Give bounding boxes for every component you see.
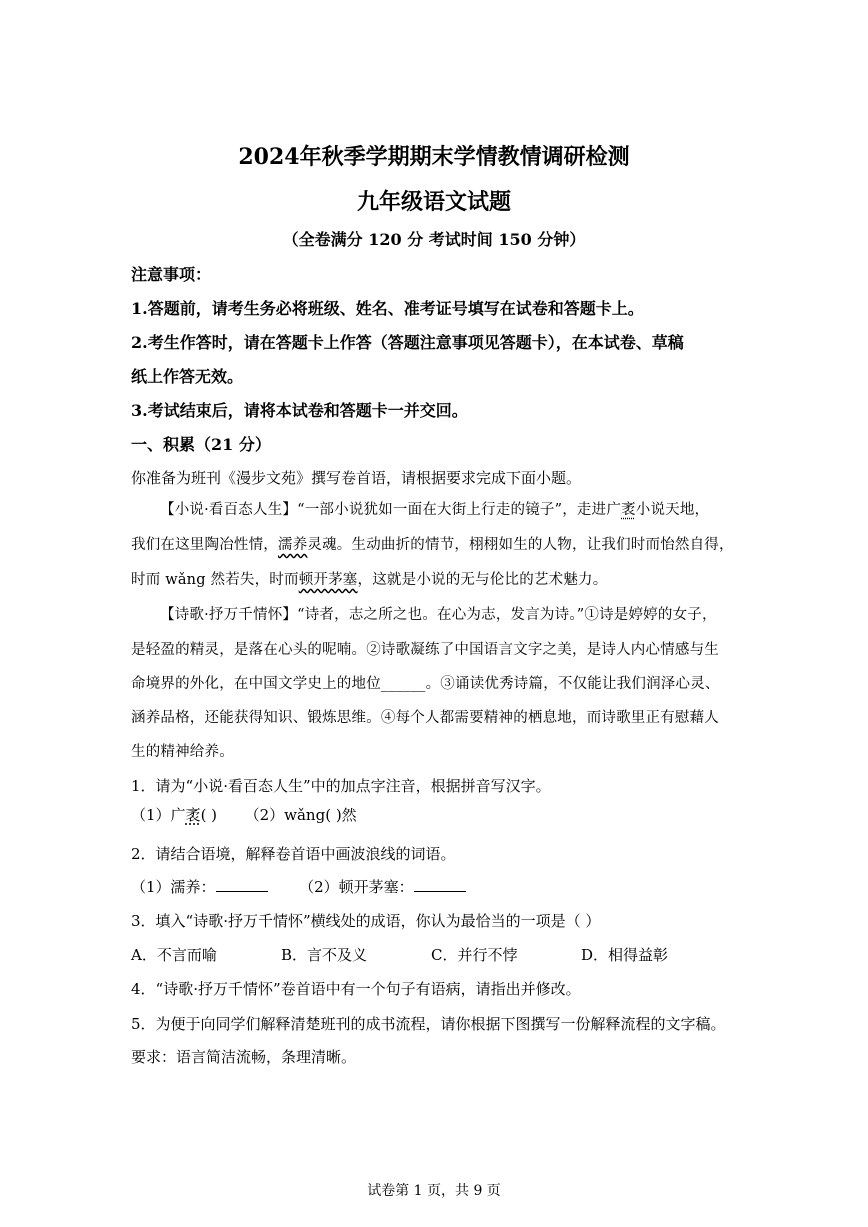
- q2-a-label: （1）濡养：: [131, 878, 216, 896]
- question-4: 4．“诗歌·抒万千情怀”卷首语中有一个句子有语病，请指出并修改。: [131, 980, 581, 998]
- question-1-answers: [131, 804, 357, 825]
- question-3: 3．填入“诗歌·抒万千情怀”横线处的成语，你认为最恰当的一项是（ ）: [131, 912, 601, 930]
- option-d: D．相得益彰: [581, 946, 669, 964]
- notice-item-1: 1.答题前，请考生务必将班级、姓名、准考证号填写在试卷和答题卡上。: [131, 299, 644, 318]
- exam-subtitle: 九年级语文试题: [356, 189, 511, 215]
- q1-blank: ( ): [200, 806, 218, 824]
- dotted-char: 袤: [621, 502, 636, 518]
- q1-b: （2）wǎng( )然: [244, 806, 357, 824]
- question-1: 1．请为“小说·看百态人生”中的加点字注音，根据拼音写汉字。: [131, 777, 551, 795]
- q2-b-label: （2）顿开茅塞：: [299, 878, 414, 896]
- passage-text: 时而 wǎng 然若失，时而: [131, 572, 299, 588]
- exam-info: （全卷满分 120 分 考试时间 150 分钟）: [282, 230, 586, 249]
- answer-blank: [414, 877, 466, 892]
- passage-text: 小说天地，: [635, 502, 710, 518]
- wavy-word: 顿开茅塞: [298, 572, 358, 588]
- passage-text: 【小说·看百态人生】“一部小说犹如一面在大街上行走的镜子”，走进广: [160, 502, 622, 518]
- notice-heading: 注意事项：: [131, 265, 212, 284]
- question-2-answers: [131, 876, 466, 897]
- passage-2-line-1: 【诗歌·抒万千情怀】“诗者，志之所之也。在心为志，发言为诗。”①诗是婷婷的女子，: [160, 607, 717, 623]
- passage-text: ，这就是小说的无与伦比的艺术魅力。: [357, 572, 608, 588]
- passage-1-line-3: [131, 568, 607, 589]
- option-b: B．言不及义: [281, 946, 368, 964]
- page-footer: 试卷第 1 页，共 9 页: [367, 1183, 501, 1199]
- section-heading: 一、积累（21 分）: [131, 435, 271, 454]
- dotted-char: 袤: [185, 806, 201, 824]
- question-3-options: [131, 944, 731, 965]
- exam-title: 2024年秋季学期期末学情教情调研检测: [238, 144, 630, 170]
- question-5-requirement: 要求：语言简洁流畅，条理清晰。: [131, 1048, 357, 1066]
- passage-text: 我们在这里陶冶性情，: [131, 537, 278, 553]
- option-c: C．并行不悖: [431, 946, 518, 964]
- notice-item-3: 3.考试结束后，请将本试卷和答题卡一并交回。: [131, 401, 468, 420]
- wavy-word: 濡养: [278, 537, 308, 553]
- passage-2-line-4: 涵养品格，还能获得知识、锻炼思维。④每个人都需要精神的栖息地，而诗歌里正有慰藉人: [131, 710, 719, 726]
- passage-2-line-5: 生的精神给养。: [131, 744, 234, 760]
- passage-text: 灵魂。生动曲折的情节，栩栩如生的人物，让我们时而怡然自得，: [307, 537, 734, 553]
- passage-2-line-3: 命境界的外化，在中国文学史上的地位______。③诵读优秀诗篇，不仅能让我们润泽心灵、: [131, 676, 720, 692]
- section-intro: 你准备为班刊《漫步文苑》撰写卷首语，请根据要求完成下面小题。: [131, 469, 582, 487]
- q1-label: （1）广: [131, 806, 186, 824]
- notice-item-2-line-2: 纸上作答无效。: [131, 367, 244, 386]
- question-2: 2．请结合语境，解释卷首语中画波浪线的词语。: [131, 845, 456, 863]
- option-a: A．不言而喻: [131, 946, 217, 964]
- question-5: 5．为便于向同学们解释清楚班刊的成书流程，请你根据下图撰写一份解释流程的文字稿。: [131, 1015, 726, 1033]
- passage-1-line-1: [160, 498, 709, 519]
- passage-1-line-2: [131, 533, 734, 554]
- notice-item-2-line-1: 2.考生作答时，请在答题卡上作答（答题注意事项见答题卡），在本试卷、草稿: [131, 333, 684, 352]
- passage-2-line-2: 是轻盈的精灵，是落在心头的呢喃。②诗歌凝练了中国语言文字之美，是诗人内心情感与生: [131, 642, 719, 658]
- answer-blank: [216, 877, 268, 892]
